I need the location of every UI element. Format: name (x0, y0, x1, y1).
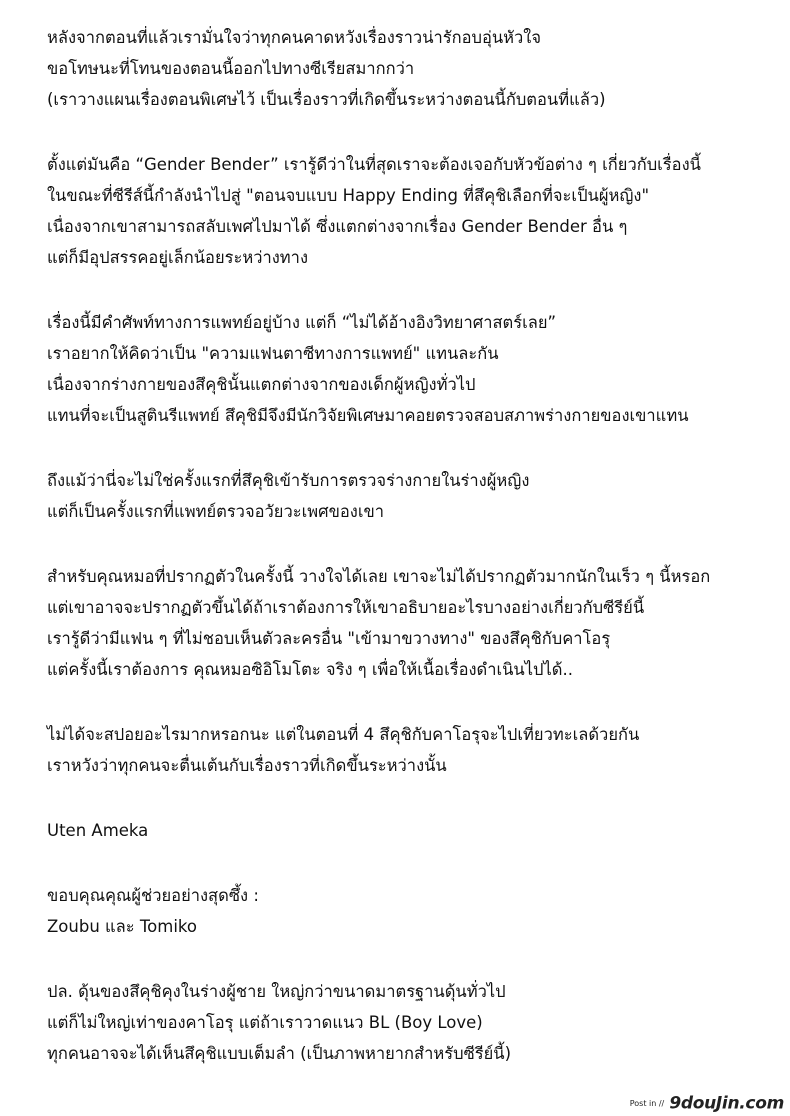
site-watermark (630, 1093, 784, 1114)
text-line: เรื่องนี้มีคำศัพท์ทางการแพทย์อยู่บ้าง แต่ก็ “ไม่ได้อ้างอิงวิทยาศาสตร์เลย” (47, 313, 557, 332)
paragraph (47, 561, 787, 685)
text-line: หลังจากตอนที่แล้วเรามั่นใจว่าทุกคนคาดหวังเรื่องราวน่ารักอบอุ่นหัวใจ (47, 28, 542, 47)
text-line: เราหวังว่าทุกคนจะตื่นเต้นกับเรื่องราวที่เกิดขึ้นระหว่างนั้น (47, 756, 447, 775)
watermark-site: 9douJin.com (669, 1093, 784, 1113)
text-line: ตั้งแต่มันคือ “Gender Bender” เรารู้ดีว่าในที่สุดเราจะต้องเจอกับหัวข้อต่าง ๆ เกี่ยวกับเรื่องนี้ (47, 155, 701, 174)
paragraph (47, 149, 787, 273)
text-line: ไม่ได้จะสปอยอะไรมากหรอกนะ แต่ในตอนที่ 4 สึคุชิกับคาโอรุจะไปเที่ยวทะเลด้วยกัน (47, 725, 640, 744)
paragraph (47, 465, 787, 527)
text-line: แต่เขาอาจจะปรากฏตัวขึ้นได้ถ้าเราต้องการให้เขาอธิบายอะไรบางอย่างเกี่ยวกับซีรีย์นี้ (47, 598, 645, 617)
text-line: ปล. ดุ้นของสึคุชิคุงในร่างผู้ชาย ใหญ่กว่าขนาดมาตรฐานดุ้นทั่วไป (47, 982, 506, 1001)
text-line: ขอโทษนะที่โทนของตอนนี้ออกไปทางซีเรียสมากกว่า (47, 59, 415, 78)
text-line: เรารู้ดีว่ามีแฟน ๆ ที่ไม่ชอบเห็นตัวละครอื่น "เข้ามาขวางทาง" ของสึคุชิกับคาโอรุ (47, 629, 611, 648)
afterword-text (47, 22, 787, 1103)
text-line: ขอบคุณคุณผู้ช่วยอย่างสุดซึ้ง : (47, 886, 259, 905)
text-line: เราอยากให้คิดว่าเป็น "ความแฟนตาซีทางการแพทย์" แทนละกัน (47, 344, 499, 363)
text-line: แต่ก็ไม่ใหญ่เท่าของคาโอรุ แต่ถ้าเราวาดแนว BL (Boy Love) (47, 1013, 483, 1032)
paragraph (47, 880, 787, 942)
text-line: Zoubu และ Tomiko (47, 917, 197, 936)
text-line: ทุกคนอาจจะได้เห็นสึคุชิแบบเต็มลำ (เป็นภาพหายากสำหรับซีรีย์นี้) (47, 1044, 512, 1063)
text-line: แทนที่จะเป็นสูตินรีแพทย์ สึคุชิมีจึงมีนักวิจัยพิเศษมาคอยตรวจสอบสภาพร่างกายของเขาแทน (47, 406, 689, 425)
text-line: แต่ครั้งนี้เราต้องการ คุณหมอซิอิโมโตะ จริง ๆ เพื่อให้เนื้อเรื่องดำเนินไปได้.. (47, 660, 573, 679)
watermark-prefix: Post in // (629, 1098, 665, 1108)
paragraph (47, 719, 787, 781)
text-line: เนื่องจากเขาสามารถสลับเพศไปมาได้ ซึ่งแตกต่างจากเรื่อง Gender Bender อื่น ๆ (47, 217, 628, 236)
text-line: แต่ก็เป็นครั้งแรกที่แพทย์ตรวจอวัยวะเพศของเขา (47, 502, 385, 521)
text-line: ถึงแม้ว่านี่จะไม่ใช่ครั้งแรกที่สึคุชิเข้ารับการตรวจร่างกายในร่างผู้หญิง (47, 471, 530, 490)
paragraph (47, 22, 787, 115)
text-line: ในขณะที่ซีรีส์นี้กำลังนำไปสู่ "ตอนจบแบบ Happy Ending ที่สึคุชิเลือกที่จะเป็นผู้หญิง" (47, 186, 650, 205)
text-line: แต่ก็มีอุปสรรคอยู่เล็กน้อยระหว่างทาง (47, 248, 308, 267)
paragraph (47, 815, 787, 846)
paragraph (47, 307, 787, 431)
text-line: สำหรับคุณหมอที่ปรากฏตัวในครั้งนี้ วางใจได้เลย เขาจะไม่ได้ปรากฏตัวมากนักในเร็ว ๆ นี้หรอก (47, 567, 711, 586)
text-line: Uten Ameka (47, 821, 149, 840)
text-line: (เราวางแผนเรื่องตอนพิเศษไว้ เป็นเรื่องราวที่เกิดขึ้นระหว่างตอนนี้กับตอนที่แล้ว) (47, 90, 606, 109)
text-line: เนื่องจากร่างกายของสึคุชินั้นแตกต่างจากของเด็กผู้หญิงทั่วไป (47, 375, 476, 394)
paragraph (47, 976, 787, 1069)
